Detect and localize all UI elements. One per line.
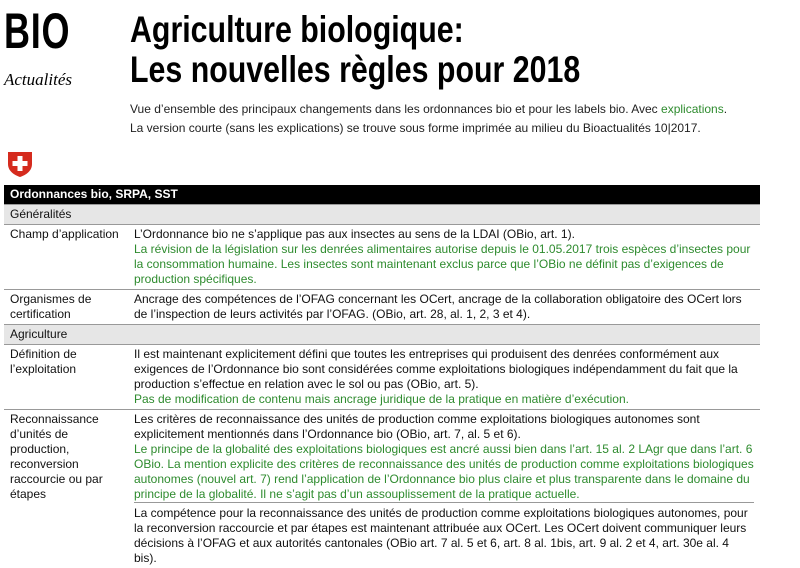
row-text: Les critères de reconnaissance des unités de production comme exploitations biologiques autonomes sont explicitement mentionnés dans l’Ordonnance bio (OBio, art. 7, al. 5 et 6). <box>134 412 700 441</box>
row-explanation: Le principe de la globalité des exploitations biologiques est ancré aussi bien dans l’art. 15 al. 2 LAgr que dans l’art. 6 OBio. La mention explicite des critères de reconnaissance des unités de production comme exploitations biologiques autonomes (nouvel art. 7) rend l’application de l’Ordonnance bio plus claire et plus transparente dans le domaine du principe de la globalité. Il ne s’agit pas d’un assouplissement de la pratique actuelle. <box>134 442 754 501</box>
table-header: Ordonnances bio, SRPA, SST <box>4 185 760 204</box>
row-label: Définition de l’exploitation <box>10 347 77 376</box>
row-explanation: Pas de modification de contenu mais ancrage juridique de la pratique en matière d’exécution. <box>134 392 629 406</box>
title-line-1: Agriculture biologique: <box>130 9 464 50</box>
intro-line-1-text: Vue d’ensemble des principaux changements dans les ordonnances bio et pour les labels bio. Avec <box>130 102 658 116</box>
intro-line-1 <box>130 100 727 119</box>
swiss-flag-icon <box>6 150 34 178</box>
table-row <box>4 409 760 568</box>
table-row <box>4 344 760 409</box>
row-content <box>132 225 760 289</box>
intro-line-2: La version courte (sans les explications) se trouve sous forme imprimée au milieu du Bioactualités 10|2017. <box>130 121 701 135</box>
row-explanation: La révision de la législation sur les denrées alimentaires autorise depuis le 01.05.2017 trois espèces d’insectes pour la consommation humaine. Les insectes sont maintenant exclus parce que l’OBio ne définit pas d’exigences de production spécifiques. <box>134 242 751 286</box>
bio-logo-subtitle: Actualités <box>4 70 72 89</box>
row-text: L’Ordonnance bio ne s’applique pas aux insectes au sens de la LDAI (OBio, art. 1). <box>134 227 575 241</box>
title-line-2: Les nouvelles règles pour 2018 <box>130 49 581 90</box>
row-content <box>132 345 760 409</box>
row-content <box>132 410 760 568</box>
row-label: Champ d’application <box>10 227 119 241</box>
intro-line-1-end: . <box>723 102 728 116</box>
page-title <box>130 10 580 90</box>
row-label: Organismes de certification <box>10 292 92 321</box>
section-header-agriculture: Agriculture <box>4 324 760 344</box>
table-row <box>4 224 760 289</box>
section-header-generalites: Généralités <box>4 204 760 224</box>
table-row <box>4 289 760 324</box>
row-text: Il est maintenant explicitement défini que toutes les entreprises qui produisent des denrées conformément aux exigences de l’Ordonnance bio sont considérées comme exploitations biologiques indépendamment du fait que la production s’effectue en relation avec le sol ou pas (OBio, art. 5). <box>134 347 738 391</box>
row-content <box>132 290 760 324</box>
row-text: Ancrage des compétences de l’OFAG concernant les OCert, ancrage de la collaboration obligatoire des OCert lors de l’inspection de leurs activités par l’OFAG. (OBio, art. 28, al. 1, 2, 3 et 4). <box>134 292 742 321</box>
row-text-2: La compétence pour la reconnaissance des unités de production comme exploitations biologiques autonomes, pour la reconversion raccourcie et par étapes est maintenant attribuée aux OCert. Les OCert doivent communiquer leurs décisions à l’OFAG et aux autorités cantonales (OBio art. 7 al. 5 et 6, art. 8 al. 1bis, art. 9 al. 2 et 4, art. 30e al. 4 bis). <box>134 502 754 566</box>
intro-text <box>130 100 727 138</box>
explications-link[interactable]: explications <box>661 102 724 116</box>
row-label: Reconnaissance d’unités de production, reconversion raccourcie ou par étapes <box>10 412 103 501</box>
bio-logo: BIO <box>4 3 71 59</box>
rules-table <box>4 185 760 568</box>
